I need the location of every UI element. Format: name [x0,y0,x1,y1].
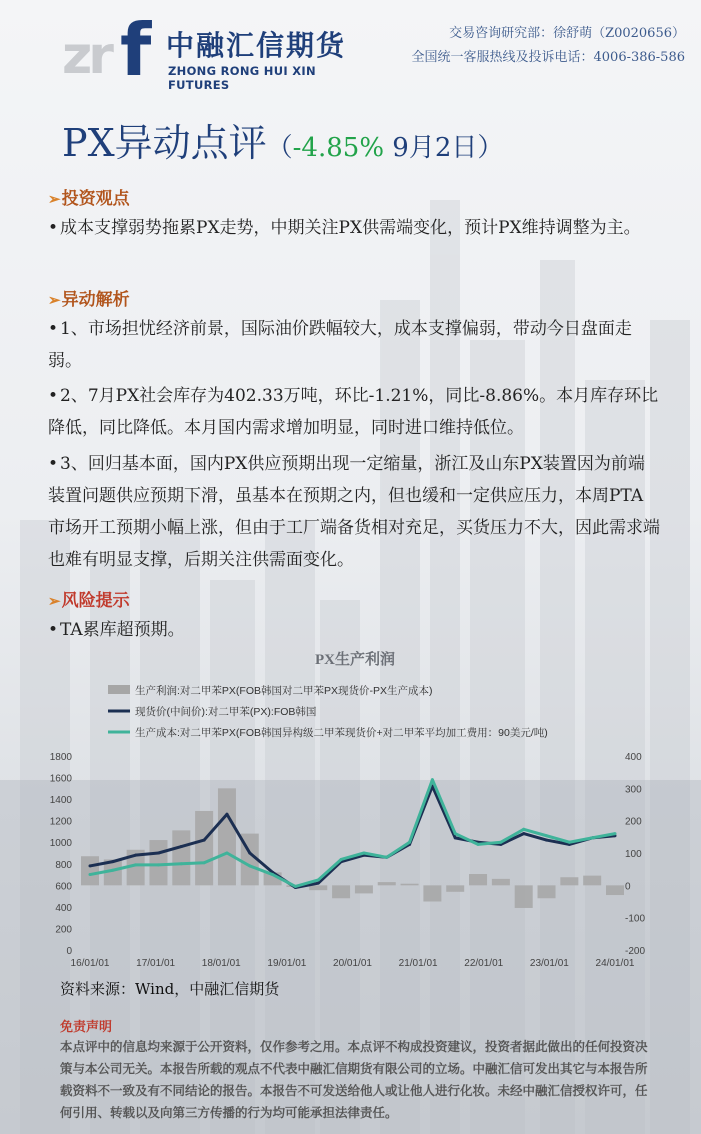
profit-bar [606,885,624,895]
bullet-icon: • [48,454,59,474]
data-point [248,864,251,867]
data-point [477,843,480,846]
profit-bar [149,840,167,885]
analysis-item-3: • 3、回归基本面，国内PX供应预期出现一定缩量，浙江及山东PX装置因为前端装置问题供应预期下滑，虽基本在预期之内，但也缓和一定供应压力，本周PTA市场开工预期小幅上涨，但由于工厂端备货相对充足，买货压力不大，因此需求端也难有明显支撑，后期关注供需面变化。 [48,448,660,576]
x-tick-label: 17/01/01 [136,958,176,969]
y-right-tick-label: 200 [625,816,642,828]
legend-swatch [108,685,130,694]
data-point [545,834,548,837]
bullet-icon: • [48,620,59,640]
logo-zr-mark: zr [62,26,110,86]
data-point [225,813,228,816]
data-point [134,863,137,866]
title-main: PX异动点评 [62,121,267,165]
y-right-tick-label: 300 [625,784,642,796]
data-point [568,841,571,844]
data-point [134,854,137,857]
page-title [62,112,503,167]
data-point [271,873,274,876]
profit-bar [332,885,350,898]
legend-label: 生产成本:对二甲苯PX(FOB韩国异构级二甲苯现货价+对二甲苯平均加工费用：90美元/吨) [135,727,548,739]
data-point [111,869,114,872]
risk-heading: ➢风险提示 [48,591,130,611]
view-heading: ➢投资观点 [48,189,130,209]
y-left-tick-label: 600 [55,881,72,893]
logo-f-mark: f [120,8,152,92]
analysis-item-1: • 1、市场担忧经济前景，国际油价跌幅较大，成本支撑偏弱，带动今日盘面走弱。 [48,313,660,377]
data-point [454,832,457,835]
data-point [499,841,502,844]
data-point [180,862,183,865]
y-left-tick-label: 1800 [49,752,72,763]
y-left-tick-label: 1400 [49,795,72,807]
contact-info [412,22,686,70]
x-tick-label: 22/01/01 [464,958,504,969]
y-left-tick-label: 800 [55,859,72,871]
bullet-icon: • [48,218,59,238]
arrow-icon: ➢ [48,291,61,309]
profit-bar [309,885,327,890]
risk-paragraph: • TA累库超预期。 [48,614,660,646]
data-point [225,852,228,855]
data-point [203,839,206,842]
analysis-item-2: • 2、7月PX社会库存为402.33万吨，环比-1.21%，同比-8.86%。本月库存环比降低，同比降低。本月国内需求增加明显，同时进口维持低位。 [48,380,660,444]
data-point [317,878,320,881]
profit-bar [378,882,396,885]
x-tick-label: 20/01/01 [333,958,372,969]
legend-label: 现货价(中间价):对二甲苯(PX):FOB韩国 [135,706,317,718]
data-point [294,885,297,888]
data-point [431,778,434,781]
data-point [545,839,548,842]
y-left-tick-label: 1000 [49,838,72,850]
data-point [362,852,365,855]
x-tick-label: 16/01/01 [70,958,110,969]
y-left-tick-label: 0 [66,946,72,957]
title-change-pct: -4.85% [292,133,385,163]
data-point [591,836,594,839]
title-date: 9月2日 [384,133,478,163]
data-point [522,828,525,831]
chart-title: PX生产利润 [315,652,395,668]
data-point [157,852,160,855]
title-paren-open: （ [266,133,293,163]
data-point [522,832,525,835]
profit-bar [515,885,533,908]
data-point [157,863,160,866]
data-point [454,836,457,839]
bullet-icon: • [48,386,59,406]
profit-bar [195,811,213,885]
profit-bar [538,885,556,898]
y-left-tick-label: 1200 [49,816,72,828]
arrow-icon: ➢ [48,592,61,610]
logo-english-name: ZHONG RONG HUI XIN FUTURES [168,64,316,92]
profit-bar [401,884,419,886]
legend-label: 生产利润:对二甲苯PX(FOB韩国对二甲苯PX现货价-PX生产成本) [135,685,433,697]
profit-bar [218,788,236,885]
chart-svg [40,640,680,980]
data-point [385,856,388,859]
logo-chinese-name: 中融汇信期货 [166,29,347,62]
y-left-tick-label: 400 [55,902,72,914]
y-right-tick-label: 400 [625,752,642,763]
profit-bar [355,885,373,893]
y-right-tick-label: 0 [625,881,631,893]
data-point [340,858,343,861]
y-right-tick-label: 100 [625,849,642,860]
px-profit-chart [40,640,680,980]
bullet-icon: • [48,319,59,339]
data-point [89,864,92,867]
spot-price-line [90,786,615,887]
hotline-line: 全国统一客服热线及投诉电话：4006-386-586 [411,50,685,65]
profit-bar [583,876,601,886]
data-point [408,841,411,844]
company-logo [62,8,372,92]
title-paren-close: ） [477,133,504,163]
y-right-tick-label: -100 [625,913,646,925]
arrow-icon: ➢ [48,190,61,208]
y-left-tick-label: 1600 [49,773,72,785]
profit-bar [469,874,487,885]
data-point [180,845,183,848]
disclaimer-body: 本点评中的信息均来源于公开资料，仅作参考之用。本点评不构成投资建议，投资者据此做出的任何投资决策与本公司无关。本报告所载的观点不代表中融汇信期货有限公司的立场。中融汇信可发出其它与本报告所载资料不一致及有不同结论的报告。本报告不可发送给他人或让他人进行化妆。未经中融汇信授权许可，任何引用、转载以及向第三方传播的行为均可能承担法律责任。 [60,1039,648,1120]
profit-bar [446,885,464,891]
y-left-tick-label: 200 [55,924,72,936]
analysis-heading: ➢异动解析 [48,290,130,310]
x-tick-label: 24/01/01 [595,958,635,969]
x-tick-label: 18/01/01 [201,958,241,969]
data-point [203,861,206,864]
data-point [111,860,114,863]
profit-bar [423,885,441,901]
data-source: 资料来源：Wind，中融汇信期货 [60,980,280,998]
profit-bar [81,856,99,885]
profit-bar [560,877,578,885]
data-point [248,852,251,855]
disclaimer-heading: 免责声明 [60,1020,113,1035]
data-point [89,873,92,876]
analyst-line: 交易咨询研究部：徐舒萌（Z0020656） [449,26,685,41]
y-right-tick-label: -200 [625,946,646,957]
data-point [317,882,320,885]
view-paragraph: • 成本支撑弱势拖累PX走势，中期关注PX供需端变化，预计PX维持调整为主。 [48,212,660,244]
data-point [614,832,617,835]
profit-bar [492,879,510,885]
x-tick-label: 23/01/01 [529,958,569,969]
production-cost-line [90,780,615,887]
x-tick-label: 19/01/01 [267,958,307,969]
profit-bar [172,830,190,885]
x-tick-label: 21/01/01 [398,958,438,969]
